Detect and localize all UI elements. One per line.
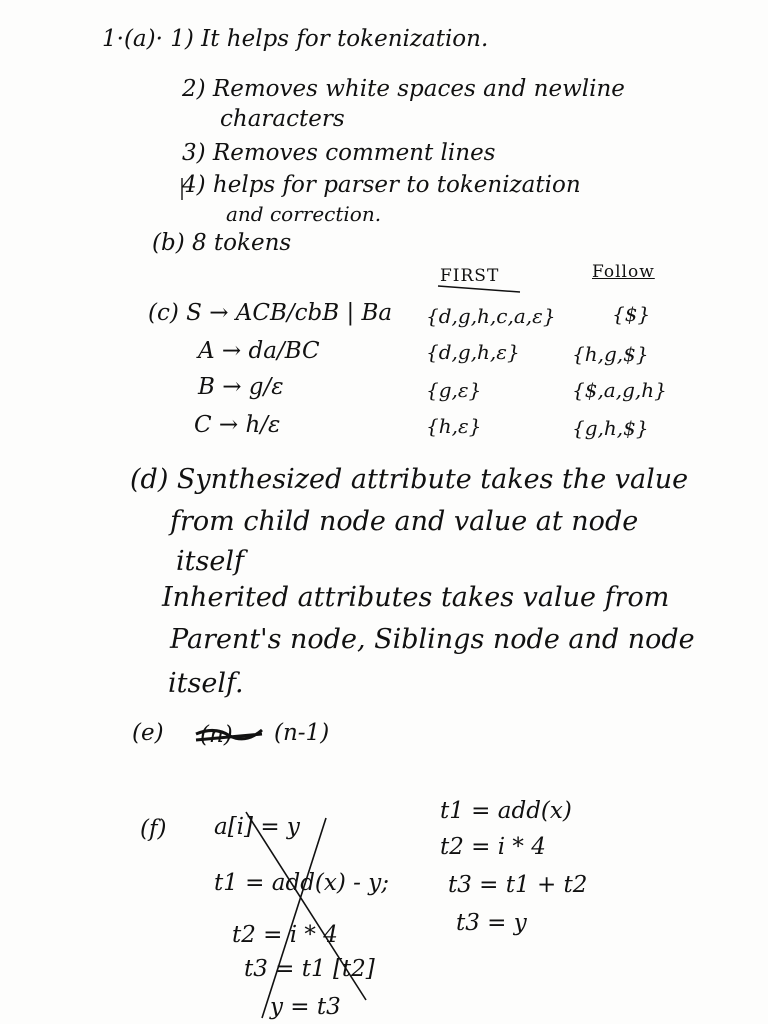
follow-a: {h,g,$} bbox=[572, 342, 649, 366]
answer-line-3: t3 = t1 + t2 bbox=[448, 872, 588, 898]
answer-line-4: t3 = y bbox=[456, 910, 527, 936]
follow-b: {$,a,g,h} bbox=[572, 378, 667, 402]
crossed-line-3: t2 = i * 4 bbox=[232, 922, 338, 948]
q1a-line-6: and correction. bbox=[226, 202, 382, 226]
first-a: {d,g,h,ε} bbox=[426, 340, 520, 364]
crossed-line-5: y = t3 bbox=[270, 994, 341, 1020]
q1a-line-5: 4) helps for parser to tokenization bbox=[182, 172, 581, 198]
q1a-line-4: 3) Removes comment lines bbox=[182, 140, 496, 166]
q1b-answer: (b) 8 tokens bbox=[152, 230, 292, 256]
answer-line-2: t2 = i * 4 bbox=[440, 834, 546, 860]
follow-header: Follow bbox=[592, 262, 655, 282]
q1e-label: (e) bbox=[132, 720, 164, 746]
production-c: C → h/ε bbox=[194, 412, 281, 438]
crossed-line-4: t3 = t1 [t2] bbox=[244, 956, 375, 982]
q1d-line-4: Inherited attributes takes value from bbox=[162, 582, 670, 613]
q1e-struck: (n) bbox=[200, 722, 233, 748]
cross-stroke-2 bbox=[262, 818, 326, 1018]
production-a: A → da/BC bbox=[198, 338, 320, 364]
q1a-line-2: 2) Removes white spaces and newline bbox=[182, 76, 625, 102]
production-s: (c) S → ACB/cbB | Ba bbox=[148, 300, 393, 326]
first-header: FIRST bbox=[440, 266, 500, 286]
crossed-line-2: t1 = add(x) - y; bbox=[214, 870, 389, 896]
first-c: {h,ε} bbox=[426, 414, 482, 438]
q1d-line-2: from child node and value at node bbox=[170, 506, 639, 537]
q1f-label: (f) bbox=[140, 816, 167, 842]
crossed-line-1: a[i] = y bbox=[214, 814, 300, 840]
q1a-line-3: characters bbox=[220, 106, 345, 132]
answer-line-1: t1 = add(x) bbox=[440, 798, 572, 824]
production-b: B → g/ε bbox=[198, 374, 284, 400]
follow-s: {$} bbox=[612, 302, 651, 326]
q1d-line-6: itself. bbox=[168, 668, 244, 699]
q1d-line-5: Parent's node, Siblings node and node bbox=[170, 624, 695, 655]
q1a-line-1: 1·(a)· 1) It helps for tokenization. bbox=[102, 26, 489, 52]
q1e-answer: (n-1) bbox=[274, 720, 330, 746]
first-b: {g,ε} bbox=[426, 378, 482, 402]
q1d-line-3: itself bbox=[176, 546, 244, 577]
first-underline bbox=[438, 286, 520, 292]
follow-c: {g,h,$} bbox=[572, 416, 649, 440]
first-s: {d,g,h,c,a,ε} bbox=[426, 304, 556, 328]
q1d-line-1: (d) Synthesized attribute takes the value bbox=[130, 464, 689, 495]
